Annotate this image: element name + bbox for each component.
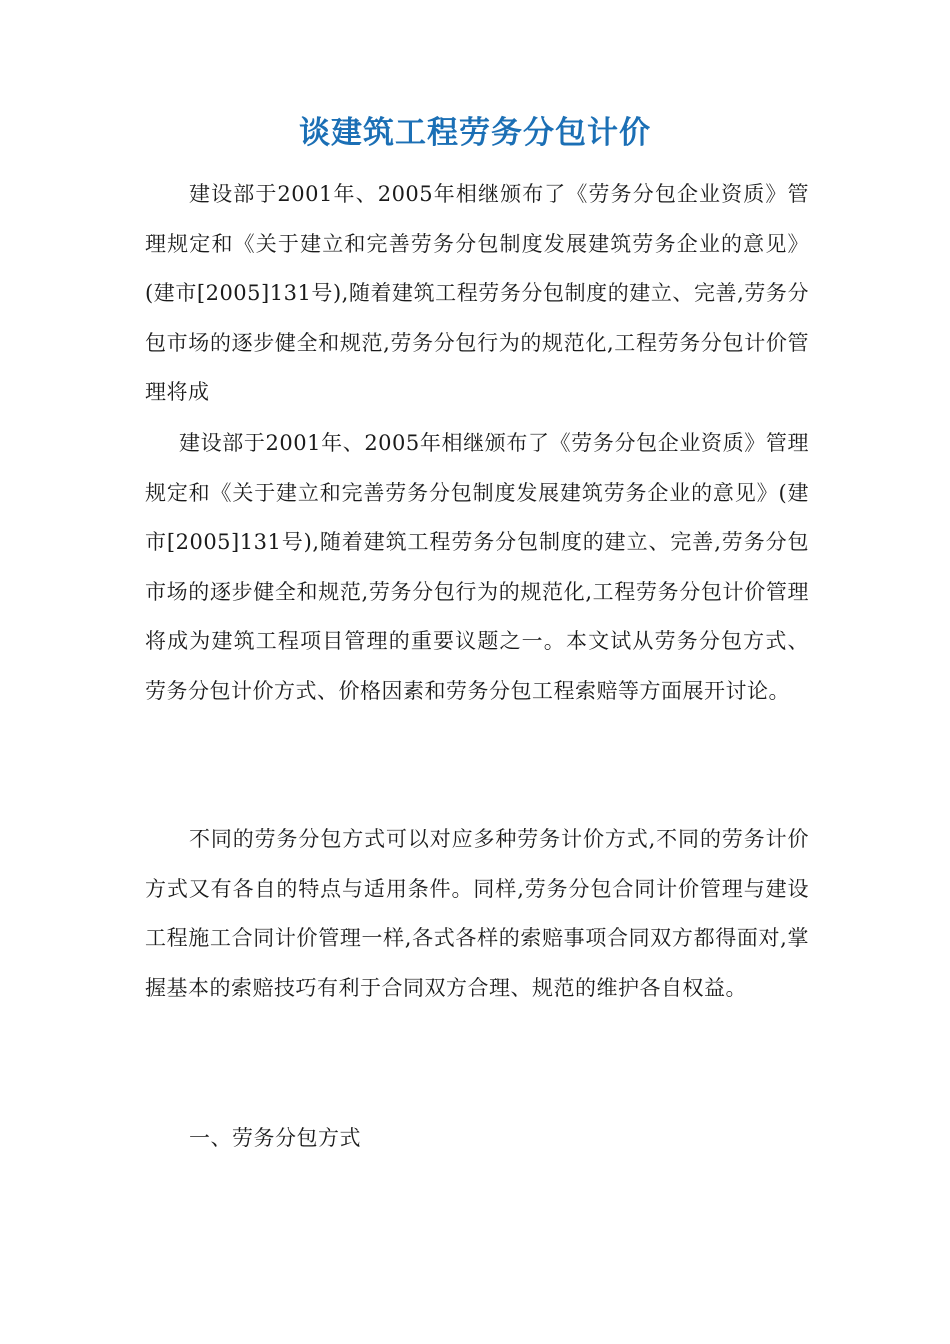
paragraph-pricing-methods: 不同的劳务分包方式可以对应多种劳务计价方式,不同的劳务计价方式又有各自的特点与适用条件。同样,劳务分包合同计价管理与建设工程施工合同计价管理一样,各式各样的索赔事项合同双方都得面对,掌握基本的索赔技巧有利于合同双方合理、规范的维护各自权益。	[145, 827, 809, 1000]
section-heading: 一、劳务分包方式	[189, 1126, 361, 1150]
document-title: 谈建筑工程劳务分包计价	[299, 114, 651, 151]
paragraph-intro-truncated: 建设部于2001年、2005年相继颁布了《劳务分包企业资质》管理规定和《关于建立和完善劳务分包制度发展建筑劳务企业的意见》(建市[2005]131号),随着建筑工程劳务分包制度的建立、完善,劳务分包市场的逐步健全和规范,劳务分包行为的规范化,工程劳务分包计价管理将成	[145, 182, 809, 404]
paragraph-intro: 建设部于2001年、2005年相继颁布了《劳务分包企业资质》管理规定和《关于建立和完善劳务分包制度发展建筑劳务企业的意见》(建市[2005]131号),随着建筑工程劳务分包制度的建立、完善,劳务分包市场的逐步健全和规范,劳务分包行为的规范化,工程劳务分包计价管理将成为建筑工程项目管理的重要议题之一。本文试从劳务分包方式、劳务分包计价方式、价格因素和劳务分包工程索赔等方面展开讨论。	[145, 431, 809, 703]
